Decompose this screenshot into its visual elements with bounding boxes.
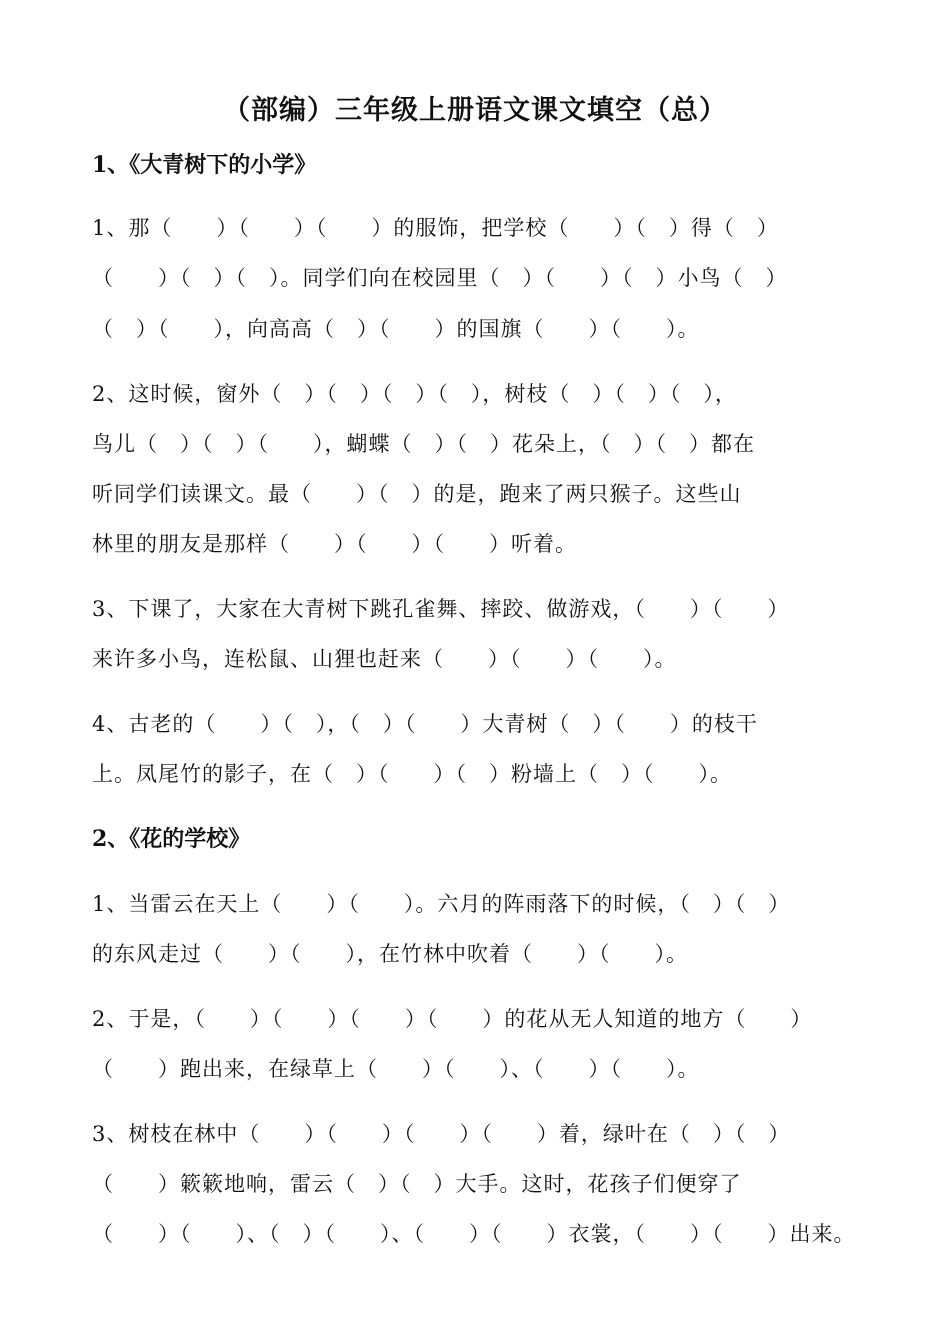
- text-line: （ ）跑出来，在绿草上（ ）（ ）、（ ）（ ）。: [92, 1057, 700, 1081]
- text-line: （ ）（ ）（ ）。同学们向在校园里（ ）（ ）（ ）小鸟（ ）: [92, 266, 788, 290]
- text-line: 4、古老的（ ）（ ），（ ）（ ）大青树（ ）（ ）的枝干: [92, 712, 758, 736]
- text-line: 2、这时候，窗外（ ）（ ）（ ）（ ），树枝（ ）（ ）（ ），: [92, 382, 737, 406]
- text-line: 的东风走过（ ）（ ），在竹林中吹着（ ）（ ）。: [92, 942, 688, 966]
- text-line: 1、当雷云在天上（ ）（ ）。六月的阵雨落下的时候，（ ）（ ）: [92, 892, 791, 916]
- text-line: 听同学们读课文。最（ ）（ ）的是，跑来了两只猴子。这些山: [92, 482, 742, 506]
- text-line: 来许多小鸟，连松鼠、山狸也赶来（ ）（ ）（ ）。: [92, 647, 677, 671]
- text-line: （ ）（ ），向高高（ ）（ ）的国旗（ ）（ ）。: [92, 317, 700, 341]
- section-heading-2: 2、《花的学校》: [92, 826, 251, 852]
- text-line: 2、于是，（ ）（ ）（ ）（ ）的花从无人知道的地方（ ）: [92, 1007, 813, 1031]
- text-line: （ ）（ ）、（ ）（ ）、（ ）（ ）衣裳，（ ）（ ）出来。: [92, 1222, 856, 1246]
- text-line: 1、那（ ）（ ）（ ）的服饰，把学校（ ）（ ）得（ ）: [92, 216, 779, 240]
- text-line: 林里的朋友是那样（ ）（ ）（ ）听着。: [92, 532, 577, 556]
- text-line: 3、树枝在林中（ ）（ ）（ ）（ ）着，绿叶在（ ）（ ）: [92, 1122, 791, 1146]
- text-line: 上。凤尾竹的影子，在（ ）（ ）（ ）粉墙上（ ）（ ）。: [92, 762, 732, 786]
- section-heading-1: 1、《大青树下的小学》: [92, 152, 317, 178]
- page-title: （部编）三年级上册语文课文填空（总）: [223, 95, 727, 126]
- text-line: （ ）簌簌地响，雷云（ ）（ ）大手。这时，花孩子们便穿了: [92, 1172, 742, 1196]
- text-line: 鸟儿（ ）（ ）（ ），蝴蝶（ ）（ ）花朵上，（ ）（ ）都在: [92, 432, 755, 456]
- text-line: 3、下课了，大家在大青树下跳孔雀舞、摔跤、做游戏，（ ）（ ）: [92, 597, 790, 621]
